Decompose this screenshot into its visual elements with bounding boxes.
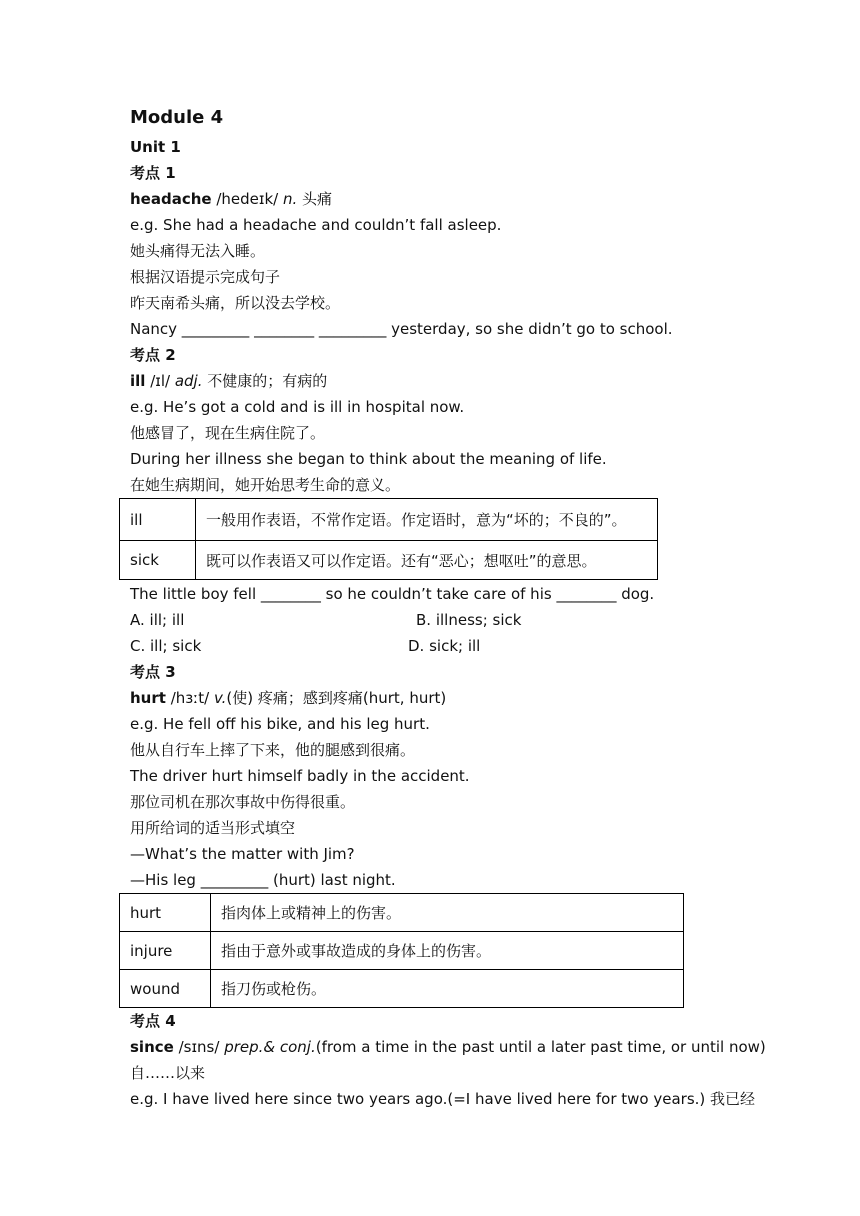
headword: ill — [130, 372, 146, 390]
kaodian-1-heading: 考点 1 — [130, 164, 176, 182]
hurt-injure-wound-table — [119, 893, 684, 1008]
phonetic: /sɪns/ — [173, 1038, 225, 1056]
part-of-speech: prep.& conj. — [224, 1038, 316, 1056]
option-a: A. ill; ill — [130, 611, 185, 629]
phonetic: /hɜːt/ — [165, 689, 214, 707]
entry-since — [130, 1037, 766, 1057]
ill-sick-comparison-table — [119, 498, 658, 580]
example-sentence: The driver hurt himself badly in the accident. — [130, 767, 470, 785]
table-cell-word: hurt — [120, 894, 211, 932]
part-of-speech: adj. — [174, 372, 203, 390]
example-translation: 在她生病期间，她开始思考生命的意义。 — [130, 476, 401, 494]
table-cell-desc: 指由于意外或事故造成的身体上的伤害。 — [211, 932, 684, 970]
option-c: C. ill; sick — [130, 637, 202, 655]
question-sentence: The little boy fell ________ so he couldn’t take care of his ________ dog. — [130, 585, 655, 603]
kaodian-2-heading: 考点 2 — [130, 346, 176, 364]
meaning: 不健康的；有病的 — [202, 372, 328, 390]
meaning: (from a time in the past until a later past time, or until now) — [315, 1038, 766, 1056]
example-sentence: e.g. He fell off his bike, and his leg hurt. — [130, 715, 430, 733]
table-row — [120, 932, 684, 970]
phonetic: /ɪl/ — [145, 372, 175, 390]
example-sentence: During her illness she began to think about the meaning of life. — [130, 450, 607, 468]
entry-headache — [130, 189, 332, 209]
headword: since — [130, 1038, 174, 1056]
entry-ill — [130, 371, 327, 391]
example-translation: 那位司机在那次事故中伤得很重。 — [130, 793, 356, 811]
table-cell-desc: 指肉体上或精神上的伤害。 — [211, 894, 684, 932]
dialogue-line-1: —What’s the matter with Jim? — [130, 845, 355, 863]
meaning-chinese: 自……以来 — [130, 1064, 206, 1082]
module-title: Module 4 — [130, 107, 224, 128]
option-d: D. sick; ill — [408, 637, 481, 655]
headword: headache — [130, 190, 212, 208]
unit-title: Unit 1 — [130, 138, 181, 156]
example-sentence: e.g. I have lived here since two years ago.(=I have lived here for two years.) 我已经 — [130, 1090, 756, 1108]
table-cell-desc: 既可以作表语又可以作定语。还有“恶心；想呕吐”的意思。 — [196, 541, 658, 580]
table-cell-desc: 指刀伤或枪伤。 — [211, 970, 684, 1008]
table-cell-word: sick — [120, 541, 196, 580]
kaodian-4-heading: 考点 4 — [130, 1012, 176, 1030]
exercise-instruction: 用所给词的适当形式填空 — [130, 819, 296, 837]
exercise-sentence: Nancy _________ ________ _________ yesterday, so she didn’t go to school. — [130, 320, 673, 338]
example-translation: 她头痛得无法入睡。 — [130, 242, 266, 260]
entry-hurt — [130, 688, 446, 708]
part-of-speech: v. — [214, 689, 227, 707]
table-cell-word: injure — [120, 932, 211, 970]
headword: hurt — [130, 689, 166, 707]
dialogue-line-2: —His leg _________ (hurt) last night. — [130, 871, 396, 889]
phonetic: /hedeɪk/ — [211, 190, 283, 208]
example-translation: 他从自行车上摔了下来，他的腿感到很痛。 — [130, 741, 416, 759]
table-cell-word: wound — [120, 970, 211, 1008]
meaning: 头痛 — [297, 190, 333, 208]
table-cell-word: ill — [120, 499, 196, 541]
example-sentence: e.g. He’s got a cold and is ill in hospital now. — [130, 398, 465, 416]
kaodian-3-heading: 考点 3 — [130, 663, 176, 681]
exercise-chinese: 昨天南希头痛，所以没去学校。 — [130, 294, 341, 312]
example-translation: 他感冒了，现在生病住院了。 — [130, 424, 326, 442]
meaning: (使) 疼痛；感到疼痛(hurt, hurt) — [226, 689, 447, 707]
example-sentence: e.g. She had a headache and couldn’t fall asleep. — [130, 216, 502, 234]
part-of-speech: n. — [282, 190, 298, 208]
table-row — [120, 894, 684, 932]
option-b: B. illness; sick — [416, 611, 522, 629]
table-row — [120, 970, 684, 1008]
table-row — [120, 499, 658, 541]
table-row — [120, 541, 658, 580]
table-cell-desc: 一般用作表语，不常作定语。作定语时，意为“坏的；不良的”。 — [196, 499, 658, 541]
exercise-instruction: 根据汉语提示完成句子 — [130, 268, 281, 286]
